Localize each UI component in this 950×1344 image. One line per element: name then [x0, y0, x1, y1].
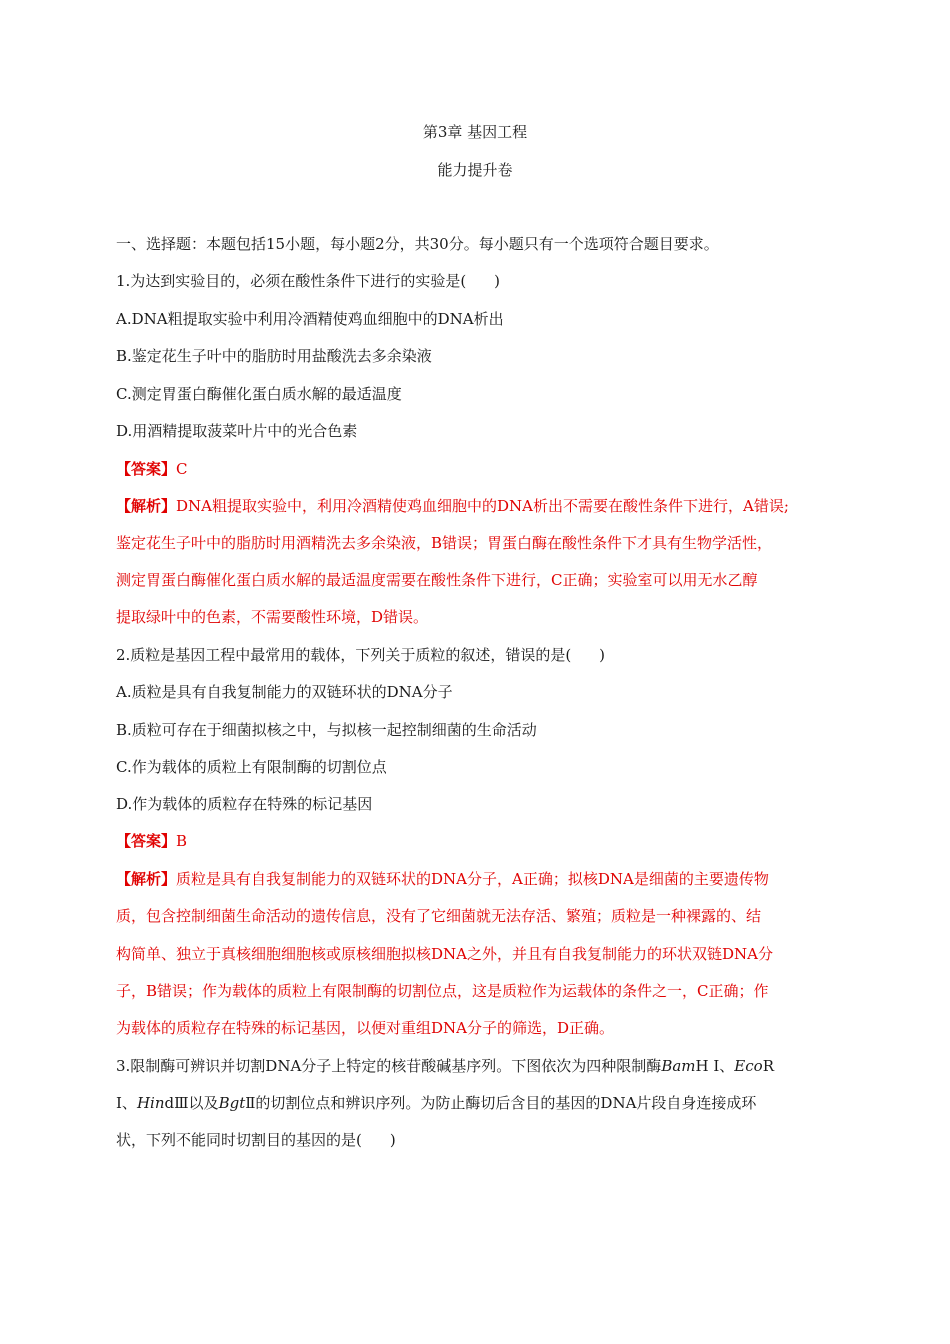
question-1-stem: 1.为达到实验目的，必须在酸性条件下进行的实验是( ): [116, 272, 501, 290]
question-2-analysis-line: 子，B错误；作为载体的质粒上有限制酶的切割位点，这是质粒作为运载体的条件之一，C正确；作: [116, 982, 769, 1000]
chapter-title: 第3章 基因工程: [422, 123, 528, 141]
question-2-answer: [116, 831, 840, 851]
question-3-stem-line: 3.限制酶可辨识并切割DNA分子上特定的核苷酸碱基序列。下图依次为四种限制酶BamH Ⅰ、EcoR: [116, 1057, 774, 1075]
analysis-label: 【解析】: [116, 870, 177, 888]
question-2-option-c: C.作为载体的质粒上有限制酶的切割位点: [116, 758, 387, 776]
section-heading: 一、选择题：本题包括15小题，每小题2分，共30分。每小题只有一个选项符合题目要求。: [116, 235, 719, 253]
question-2-option-b: B.质粒可存在于细菌拟核之中，与拟核一起控制细菌的生命活动: [116, 721, 537, 739]
question-1-option-b: B.鉴定花生子叶中的脂肪时用盐酸洗去多余染液: [116, 347, 432, 365]
question-1-analysis-line: 测定胃蛋白酶催化蛋白质水解的最适温度需要在酸性条件下进行，C正确；实验室可以用无水乙醇: [116, 571, 758, 589]
question-1-option-a: A.DNA粗提取实验中利用冷酒精使鸡血细胞中的DNA析出: [116, 310, 504, 328]
paper-subtitle: 能力提升卷: [437, 161, 513, 179]
question-2-stem: 2.质粒是基因工程中最常用的载体，下列关于质粒的叙述，错误的是( ): [116, 646, 606, 664]
answer-value: C: [176, 460, 188, 478]
question-2-analysis-line: 质，包含控制细菌生命活动的遗传信息，没有了它细菌就无法存活、繁殖；质粒是一种裸露的、结: [116, 907, 762, 925]
analysis-label: 【解析】: [116, 497, 177, 515]
question-3-stem-line: Ⅰ、HindⅢ以及BgtⅡ的切割位点和辨识序列。为防止酶切后含目的基因的DNA片段自身连接成环: [116, 1094, 757, 1112]
answer-label: 【答案】: [116, 460, 177, 478]
question-1-option-d: D.用酒精提取菠菜叶片中的光合色素: [116, 422, 358, 440]
question-3-stem-line: 状，下列不能同时切割目的基因的是( ): [116, 1131, 396, 1149]
question-2-option-a: A.质粒是具有自我复制能力的双链环状的DNA分子: [116, 683, 453, 701]
question-1-answer: [116, 459, 840, 479]
question-1-analysis-line: 【解析】DNA粗提取实验中，利用冷酒精使鸡血细胞中的DNA析出不需要在酸性条件下进行，A错误;: [116, 497, 789, 515]
answer-label: 【答案】: [116, 832, 177, 850]
answer-value: B: [176, 832, 188, 850]
question-2-option-d: D.作为载体的质粒存在特殊的标记基因: [116, 795, 373, 813]
question-2-analysis-line: 为载体的质粒存在特殊的标记基因，以便对重组DNA分子的筛选，D正确。: [116, 1019, 615, 1037]
question-2-analysis-line: 构简单、独立于真核细胞细胞核或原核细胞拟核DNA之外，并且有自我复制能力的环状双链DNA分: [116, 945, 773, 963]
question-1-analysis-line: 鉴定花生子叶中的脂肪时用酒精洗去多余染液，B错误；胃蛋白酶在酸性条件下才具有生物学活性，: [116, 534, 773, 552]
question-1-analysis-line: 提取绿叶中的色素，不需要酸性环境，D错误。: [116, 608, 429, 626]
question-1-option-c: C.测定胃蛋白酶催化蛋白质水解的最适温度: [116, 385, 402, 403]
question-2-analysis-line: 【解析】质粒是具有自我复制能力的双链环状的DNA分子，A正确；拟核DNA是细菌的主要遗传物: [116, 870, 769, 888]
